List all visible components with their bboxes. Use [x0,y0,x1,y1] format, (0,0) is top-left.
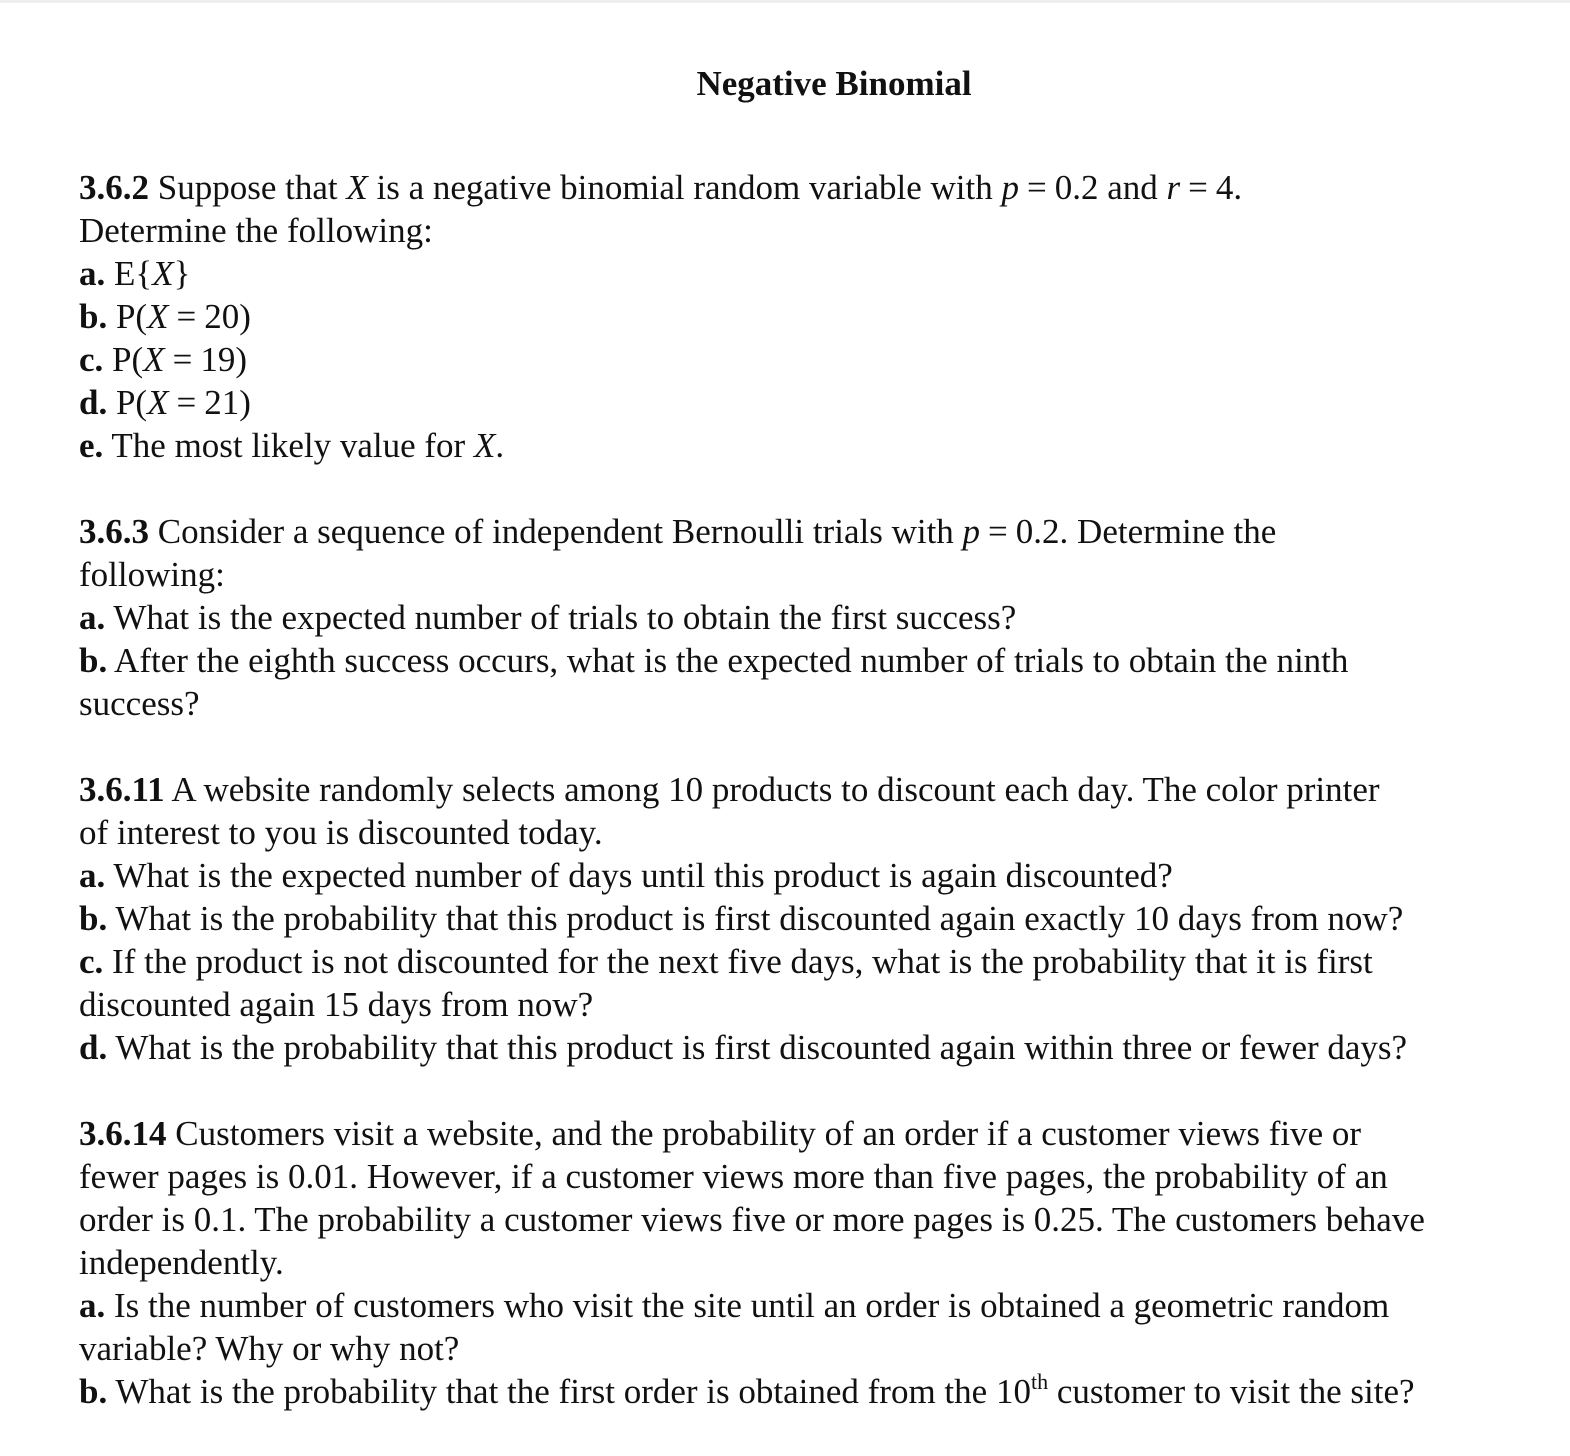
problem-3-6-14-statement-cont-3: independently. [79,1243,284,1282]
problem-3-6-11-part-d: d. What is the probability that this product is first discounted again within three or fewer days? [79,1028,1408,1067]
page-top-edge [0,0,1570,3]
problem-3-6-2-part-b: b. P(X = 20) [79,297,251,336]
problem-3-6-3-statement: 3.6.3 Consider a sequence of independent Bernoulli trials with p = 0.2. Determine the [79,512,1277,551]
document-page [79,62,1529,1456]
problem-3-6-11-part-a: a. What is the expected number of days until this product is again discounted? [79,856,1173,895]
problem-3-6-2-part-d: d. P(X = 21) [79,383,251,422]
problem-3-6-3-instruction: following: [79,555,225,594]
problem-number: 3.6.3 [79,512,149,551]
problem-3-6-11-statement-cont: of interest to you is discounted today. [79,813,603,852]
problem-3-6-11-statement: 3.6.11 A website randomly selects among 10 products to discount each day. The color printer [79,770,1380,809]
problem-number: 3.6.14 [79,1114,167,1153]
problem-3-6-2-part-a: a. E{X} [79,254,191,293]
problem-3-6-14-statement-cont-1: fewer pages is 0.01. However, if a customer views more than five pages, the probability of an [79,1157,1388,1196]
problem-number: 3.6.11 [79,770,165,809]
page-title: Negative Binomial [696,64,972,103]
problem-3-6-3-part-b: b. After the eighth success occurs, what is the expected number of trials to obtain the ninth [79,641,1349,680]
problem-3-6-14-part-a: a. Is the number of customers who visit the site until an order is obtained a geometric random [79,1286,1390,1325]
problem-3-6-11-part-c: c. If the product is not discounted for the next five days, what is the probability that it is first [79,942,1373,981]
problem-3-6-3-part-a: a. What is the expected number of trials to obtain the first success? [79,598,1017,637]
problem-3-6-11-part-c-cont: discounted again 15 days from now? [79,985,594,1024]
problem-3-6-11-part-b: b. What is the probability that this product is first discounted again exactly 10 days from now? [79,899,1404,938]
problem-3-6-2-part-c: c. P(X = 19) [79,340,247,379]
problem-3-6-14-part-b: b. What is the probability that the first order is obtained from the 10th customer to visit the site? [79,1369,1415,1411]
problem-number: 3.6.2 [79,168,149,207]
problem-3-6-14 [79,1112,1529,1413]
problem-3-6-14-part-a-cont: variable? Why or why not? [79,1329,460,1368]
problem-3-6-14-statement-cont-2: order is 0.1. The probability a customer views five or more pages is 0.25. The customers behave [79,1200,1425,1239]
problem-3-6-2-statement: 3.6.2 Suppose that X is a negative binomial random variable with p = 0.2 and r = 4. [79,168,1243,207]
problem-3-6-2-part-e: e. The most likely value for X. [79,426,505,465]
problem-3-6-3 [79,510,1529,725]
problem-3-6-11 [79,768,1529,1069]
problem-3-6-14-statement: 3.6.14 Customers visit a website, and the probability of an order if a customer views five or [79,1114,1362,1153]
problem-3-6-2-instruction: Determine the following: [79,211,433,250]
problem-3-6-2 [79,166,1529,467]
problem-3-6-3-part-b-cont: success? [79,684,200,723]
